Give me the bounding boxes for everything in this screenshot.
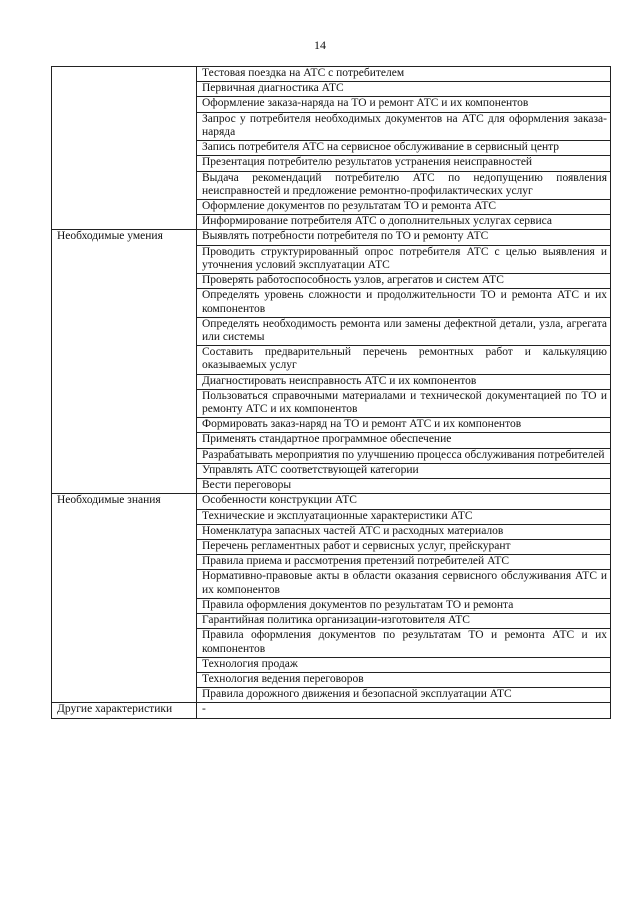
section-label: Необходимые умения — [52, 230, 197, 494]
section-item: Разрабатывать мероприятия по улучшению процесса обслуживания потребителей — [197, 448, 611, 463]
section-item: Правила приема и рассмотрения претензий потребителей АТС — [197, 555, 611, 570]
table-row — [52, 494, 611, 509]
section-item: Оформление заказа-наряда на ТО и ремонт АТС и их компонентов — [197, 97, 611, 112]
table-row — [52, 67, 611, 82]
section-label — [52, 67, 197, 230]
section-item: Диагностировать неисправность АТС и их компонентов — [197, 374, 611, 389]
section-item: Технология ведения переговоров — [197, 672, 611, 687]
section-item: Номенклатура запасных частей АТС и расходных материалов — [197, 524, 611, 539]
section-item: Запрос у потребителя необходимых документов на АТС для оформления заказа-наряда — [197, 112, 611, 140]
section-item: Определять уровень сложности и продолжительности ТО и ремонта АТС и их компонентов — [197, 289, 611, 317]
section-item: Первичная диагностика АТС — [197, 82, 611, 97]
section-item: Технология продаж — [197, 657, 611, 672]
section-item: Пользоваться справочными материалами и технической документацией по ТО и ремонту АТС и их компонентов — [197, 389, 611, 417]
section-item: Определять необходимость ремонта или замены дефектной детали, узла, агрегата или системы — [197, 317, 611, 345]
section-item: Технические и эксплуатационные характеристики АТС — [197, 509, 611, 524]
section-item: - — [197, 703, 611, 718]
section-item: Проводить структурированный опрос потребителя АТС с целью выявления и уточнения условий эксплуатации АТС — [197, 245, 611, 273]
section-item: Тестовая поездка на АТС с потребителем — [197, 67, 611, 82]
section-item: Презентация потребителю результатов устранения неисправностей — [197, 156, 611, 171]
section-item: Вести переговоры — [197, 479, 611, 494]
section-item: Правила оформления документов по результатам ТО и ремонта — [197, 598, 611, 613]
section-item: Гарантийная политика организации-изготовителя АТС — [197, 614, 611, 629]
table-row — [52, 230, 611, 245]
competency-table-body — [52, 67, 611, 719]
section-item: Правила оформления документов по результатам ТО и ремонта АТС и их компонентов — [197, 629, 611, 657]
section-item: Проверять работоспособность узлов, агрегатов и систем АТС — [197, 274, 611, 289]
section-item: Применять стандартное программное обеспечение — [197, 433, 611, 448]
section-item: Перечень регламентных работ и сервисных услуг, прейскурант — [197, 540, 611, 555]
page-number: 14 — [314, 38, 326, 52]
section-item: Формировать заказ-наряд на ТО и ремонт АТС и их компонентов — [197, 418, 611, 433]
section-label: Другие характеристики — [52, 703, 197, 718]
section-item: Особенности конструкции АТС — [197, 494, 611, 509]
section-item: Выявлять потребности потребителя по ТО и ремонту АТС — [197, 230, 611, 245]
section-item: Составить предварительный перечень ремонтных работ и калькуляцию оказываемых услуг — [197, 346, 611, 374]
section-item: Правила дорожного движения и безопасной эксплуатации АТС — [197, 688, 611, 703]
section-item: Информирование потребителя АТС о дополнительных услугах сервиса — [197, 215, 611, 230]
section-item: Выдача рекомендаций потребителю АТС по недопущению появления неисправностей и предложение ремонтно-профилактических услуг — [197, 171, 611, 199]
competency-table — [51, 66, 611, 719]
section-item: Запись потребителя АТС на сервисное обслуживание в сервисный центр — [197, 141, 611, 156]
section-item: Оформление документов по результатам ТО и ремонта АТС — [197, 199, 611, 214]
section-label: Необходимые знания — [52, 494, 197, 703]
section-item: Управлять АТС соответствующей категории — [197, 463, 611, 478]
table-row — [52, 703, 611, 718]
section-item: Нормативно-правовые акты в области оказания сервисного обслуживания АТС и их компонентов — [197, 570, 611, 598]
